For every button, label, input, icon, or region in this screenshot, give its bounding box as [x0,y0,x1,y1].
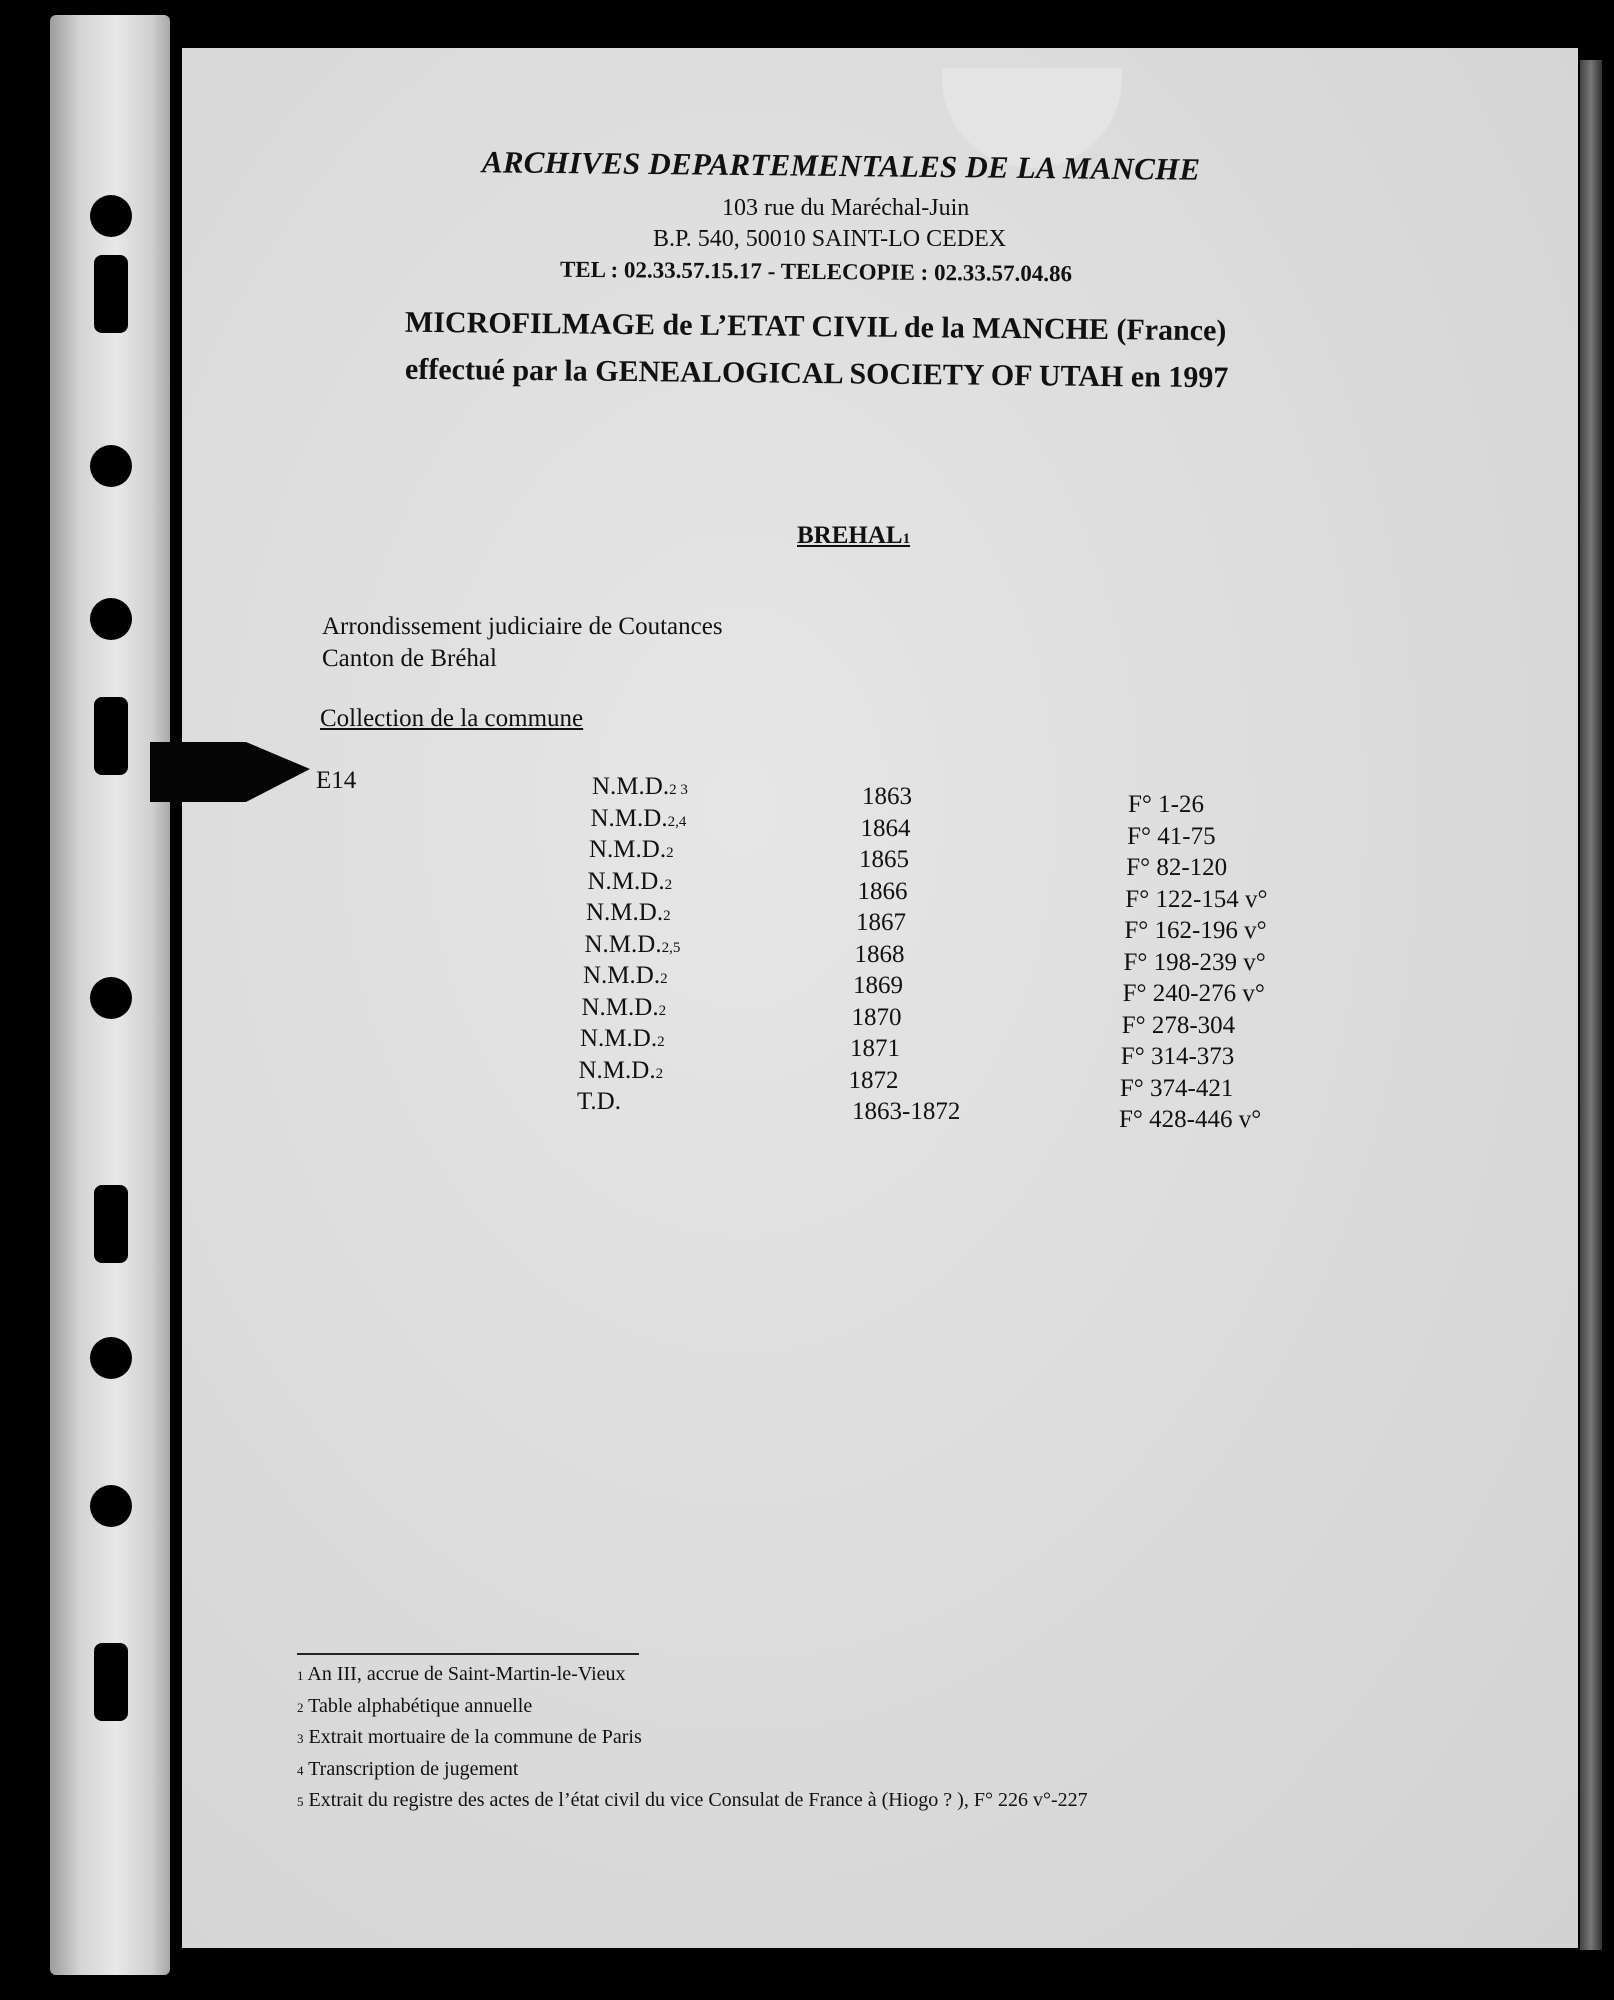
footnote-text: Table alphabétique annuelle [308,1694,533,1717]
collection-cote: E14 [316,767,357,794]
binder-slot [94,697,128,775]
row-footnote-ref: 2 3 [669,782,688,798]
row-year: 1868 [854,940,905,968]
binder-hole [90,1337,132,1379]
binder-hole [90,195,132,237]
row-footnote-ref: 2 [666,845,674,861]
row-footnote-ref: 2,4 [667,813,687,830]
binder-slot [94,1643,128,1721]
footnote-text: Extrait du registre des actes de l’état civil du vice Consulat de France à (Hiogo ? ), F° 226 v°-227 [308,1789,1088,1811]
row-year: 1871 [850,1035,900,1062]
row-type: T.D. [577,1088,621,1115]
footnote [297,1789,1088,1812]
row-type: N.M.D.$^2$ [586,899,671,926]
row-type: N.M.D.$^2$ [587,867,673,895]
row-type: N.M.D.$^2$ [578,1056,664,1084]
footnote-number: 1 [297,1668,304,1683]
row-footnote-ref: 2 [658,1002,667,1019]
footnote-rule [297,1653,639,1655]
arrondissement: Arrondissement judiciaire de Coutances [322,613,723,640]
footnote-number: 5 [297,1794,304,1809]
row-folios: F° 41-75 [1127,822,1216,850]
right-edge [1580,60,1602,1950]
heading-line-1: MICROFILMAGE de L’ETAT CIVIL de la MANCHE (France) [404,305,1227,348]
row-folios: F° 1-26 [1128,791,1204,818]
row-year: 1865 [859,846,909,873]
footnote-text: Transcription de jugement [308,1757,519,1780]
binder-hole [90,445,132,487]
commune-name: BREHAL$^1$ [797,522,911,549]
canton: Canton de Bréhal [322,645,497,672]
row-folios: F° 122-154 v° [1125,885,1268,913]
row-type: N.M.D.$^2$ [583,962,668,989]
heading-line-2: effectué par la GENEALOGICAL SOCIETY OF UTAH en 1997 [404,352,1229,395]
row-type: N.M.D.$^2$ [580,1025,665,1052]
row-year: 1864 [860,814,911,842]
archive-postal: B.P. 540, 50010 SAINT-LO CEDEX [653,226,1007,252]
footnote-text: An III, accrue de Saint-Martin-le-Vieux [307,1663,626,1685]
footnote [297,1663,626,1686]
binder-slot [94,255,128,333]
footnote-text: Extrait mortuaire de la commune de Paris [308,1726,642,1748]
binder-slot [94,1185,128,1263]
row-year: 1867 [856,909,906,936]
row-year: 1870 [851,1003,902,1031]
row-folios: F° 240-276 v° [1122,980,1265,1007]
row-footnote-ref: 2 [657,1034,665,1050]
row-footnote-ref: 2 [663,908,671,924]
row-folios: F° 374-421 [1119,1074,1234,1102]
footnote-number: 2 [297,1699,304,1715]
collection-label: Collection de la commune [320,705,584,732]
row-footnote-ref: 2 [655,1065,664,1082]
archive-phone: TEL : 02.33.57.15.17 - TELECOPIE : 02.33.57.04.86 [559,256,1073,287]
row-folios: F° 82-120 [1126,854,1228,881]
row-folios: F° 428-446 v° [1119,1106,1262,1133]
binder-hole [90,598,132,640]
row-year: 1863-1872 [852,1098,961,1125]
binder-hole [90,977,132,1019]
footnote [297,1758,518,1781]
binder-hole [90,1485,132,1527]
row-folios: F° 198-239 v° [1123,948,1266,976]
row-footnote-ref: 2 [660,971,668,987]
footnote-number: 4 [297,1762,304,1778]
row-type: N.M.D.$^2$ [589,836,674,863]
footnote [297,1726,642,1749]
row-folios: F° 162-196 v° [1124,917,1267,944]
archive-title: ARCHIVES DEPARTEMENTALES DE LA MANCHE [481,144,1201,187]
row-footnote-ref: 2,5 [661,939,681,956]
row-year: 1866 [857,877,908,905]
row-year: 1869 [853,972,903,999]
footnote-number: 3 [297,1731,304,1746]
row-year: 1872 [848,1066,899,1094]
row-footnote-ref: 2 [664,876,673,893]
row-folios: F° 278-304 [1121,1011,1236,1039]
archive-address: 103 rue du Maréchal-Juin [722,195,970,221]
row-year: 1863 [862,783,912,810]
footnote [297,1695,532,1718]
binder-sleeve [50,15,170,1975]
row-type: N.M.D.$^{2 3}$ [592,773,688,800]
row-folios: F° 314-373 [1120,1043,1235,1070]
row-type: N.M.D.$^{2,5}$ [584,930,681,958]
row-type: N.M.D.$^{2,4}$ [590,804,687,832]
row-type: N.M.D.$^2$ [581,993,667,1021]
